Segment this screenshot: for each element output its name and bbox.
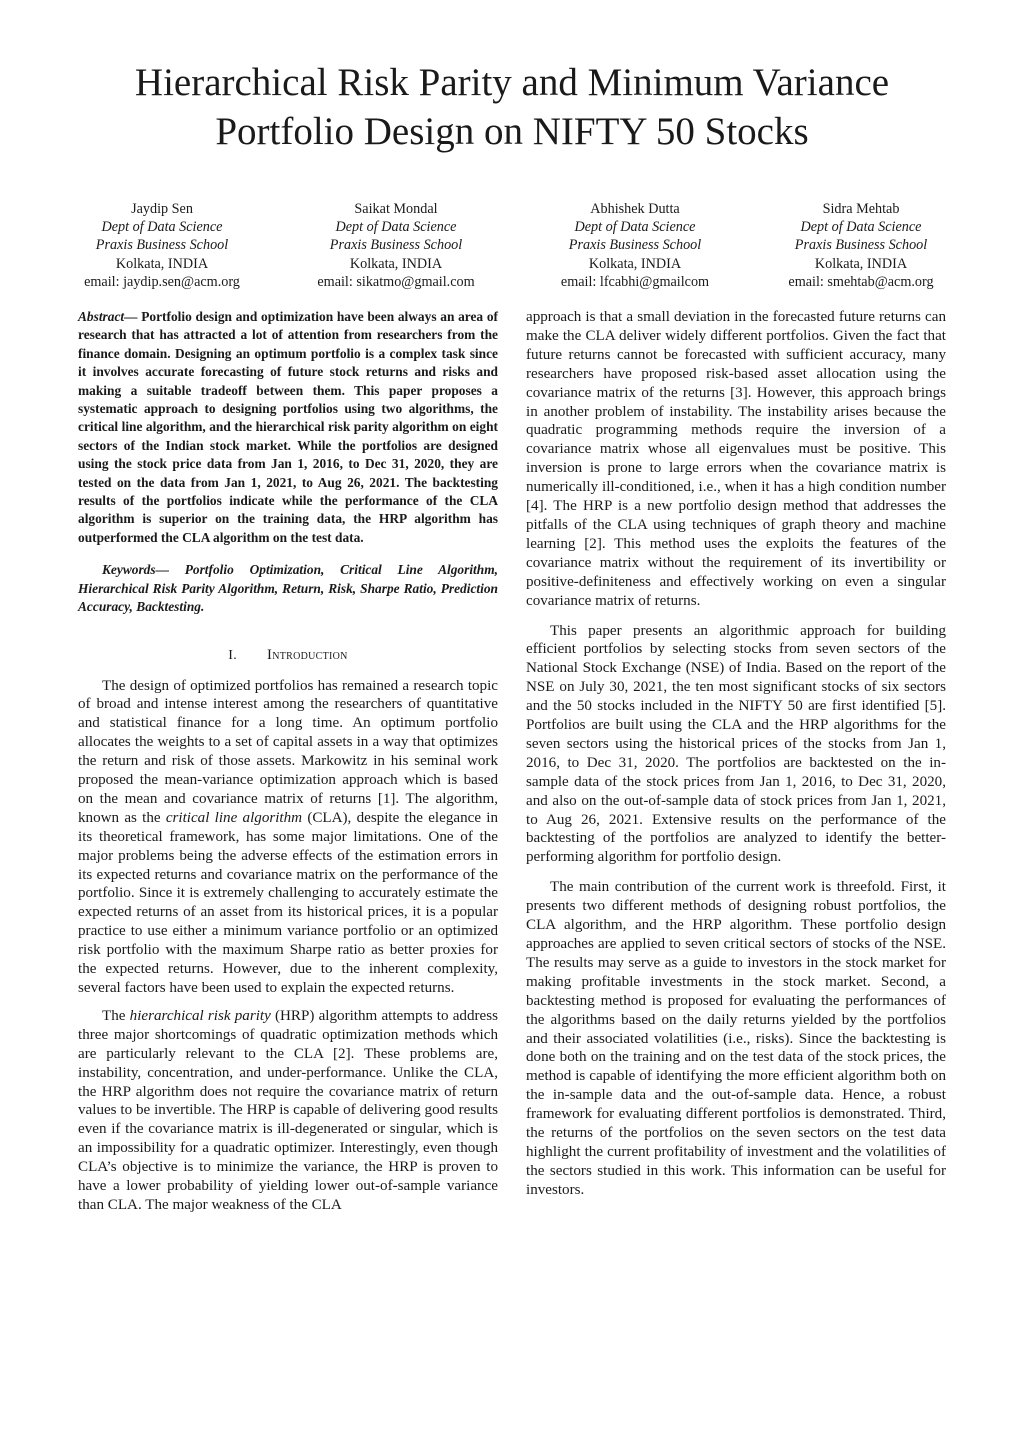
emphasis: hierarchical risk parity bbox=[129, 1007, 271, 1024]
author-location: Kolkata, INDIA bbox=[814, 255, 908, 272]
section-title: Introduction bbox=[267, 646, 348, 663]
left-column bbox=[78, 308, 498, 1224]
intro-paragraph-4: The main contribution of the current work is threefold. First, it presents two different methods of designing robust portfolios, the CLA algorithm, and the HRP algorithm. These portfolio design approaches are applied to seven critical sectors of stocks of the NSE. The results may serve as a guide to investors in the stock market for making profitable investments in the stock market. Second, a backtesting method is proposed for evaluating the performances of the algorithms based on the daily returns yielded by the portfolios and their associated volatilities (i.e., risks). Since the backtesting is done both on the training and on the test data of the stock prices, the method is capable of identifying the more efficient algorithm both on the in-sample data and the out-of-sample data. Hence, a robust framework for evaluating different portfolios is demonstrated. Third, the returns of the portfolios on the seven sectors on the test data highlight the current profitability of investment and the volatilities of the sectors studied in this work. This information can be useful for investors. bbox=[526, 879, 946, 1198]
abstract-text: Portfolio design and optimization have been always an area of research that has attracted a lot of attention from researchers from the finance domain. Designing an optimum portfolio is a complex task since it involves accurate forecasting of future stock returns and risks and making a suitable tradeoff between them. This paper proposes a systematic approach to designing portfolios using two algorithms, the critical line algorithm, and the hierarchical risk parity algorithm on eight sectors of the Indian stock market. While the portfolios are designed using the stock price data from Jan 1, 2016, to Dec 31, 2020, they are tested on the data from Jan 1, 2021, to Aug 26, 2021. The backtesting results of the portfolios indicate while the performance of the CLA algorithm is superior on the training data, the HRP algorithm has outperformed the CLA algorithm on the test data. bbox=[78, 309, 498, 545]
keywords-text: Portfolio Optimization, Critical Line Algorithm, Hierarchical Risk Parity Algorithm, Return, Risk, Sharpe Ratio, Prediction Accuracy, Backtesting. bbox=[78, 562, 498, 615]
author-school: Praxis Business School bbox=[568, 237, 702, 254]
author-email: email: smehtab@acm.org bbox=[788, 273, 934, 290]
keywords bbox=[78, 561, 498, 616]
author-school: Praxis Business School bbox=[329, 237, 463, 254]
author-name: Jaydip Sen bbox=[131, 201, 193, 217]
author-location: Kolkata, INDIA bbox=[349, 255, 443, 272]
author-dept: Dept of Data Science bbox=[800, 219, 922, 236]
title-line-2: Portfolio Design on NIFTY 50 Stocks bbox=[215, 110, 809, 153]
author-4 bbox=[751, 200, 971, 291]
abstract-label: Abstract— bbox=[78, 309, 138, 324]
text-run: The bbox=[102, 1007, 130, 1024]
right-column bbox=[526, 308, 946, 1209]
author-dept: Dept of Data Science bbox=[335, 219, 457, 236]
author-name: Abhishek Dutta bbox=[590, 201, 680, 217]
author-email: email: jaydip.sen@acm.org bbox=[84, 273, 240, 290]
author-name: Saikat Mondal bbox=[354, 201, 438, 217]
author-1 bbox=[52, 200, 272, 291]
intro-paragraph-2-continued: approach is that a small deviation in the forecasted future returns can make the CLA deliver widely different portfolios. Given the fact that future returns cannot be forecasted with sufficient accuracy, many researchers have proposed risk-based asset allocation using the covariance matrix of the returns [3]. However, this approach brings in another problem of instability. The instability arises because the quadratic programming methods require the inversion of a covariance matrix whose all eigenvalues must be positive. This inversion is prone to large errors when the covariance matrix is numerically ill-conditioned, i.e., when it has a high condition number [4]. The HRP is a new portfolio design method that addresses the pitfalls of the CLA using techniques of graph theory and machine learning [2]. This method uses the exploits the features of the covariance matrix without the requirement of its invertibility or positive-definiteness and effectively working on even a singular covariance matrix of returns. bbox=[526, 309, 946, 609]
author-dept: Dept of Data Science bbox=[574, 219, 696, 236]
author-dept: Dept of Data Science bbox=[101, 219, 223, 236]
author-block bbox=[0, 200, 1024, 295]
text-run: The design of optimized portfolios has remained a research topic of broad and intense interest among the researchers of quantitative and statistical finance for a long time. An optimum portfolio allocates the weights to a set of capital assets in a way that optimizes the return and risk of those assets. Markowitz in his seminal work proposed the mean-variance optimization approach which is based on the mean and covariance matrix of returns [1]. The algorithm, known as the bbox=[78, 677, 498, 826]
paper-title bbox=[60, 58, 964, 156]
keywords-label: Keywords— bbox=[102, 562, 169, 578]
author-school: Praxis Business School bbox=[95, 237, 229, 254]
intro-paragraph-1 bbox=[78, 677, 498, 998]
section-number: I. bbox=[228, 647, 238, 663]
text-run: (HRP) algorithm attempts to address three major shortcomings of quadratic optimization methods which are particularly relevant to the CLA [2]. These problems are, instability, concentration, and under-performance. Unlike the CLA, the HRP algorithm does not require the covariance matrix of return values to be invertible. The HRP is capable of delivering good results even if the covariance matrix is ill-degenerated or singular, which is an impossibility for a quadratic optimizer. Interestingly, even though CLA’s objective is to minimize the variance, the HRP is proven to have a lower probability of yielding lower out-of-sample variance than CLA. The major weakness of the CLA bbox=[78, 1007, 498, 1213]
author-location: Kolkata, INDIA bbox=[115, 255, 209, 272]
title-line-1: Hierarchical Risk Parity and Minimum Variance bbox=[134, 61, 890, 104]
section-heading-introduction bbox=[78, 646, 498, 665]
author-2 bbox=[286, 200, 506, 291]
author-3 bbox=[525, 200, 745, 291]
author-location: Kolkata, INDIA bbox=[588, 255, 682, 272]
abstract bbox=[78, 308, 498, 547]
emphasis: critical line algorithm bbox=[165, 809, 303, 826]
intro-paragraph-2 bbox=[78, 1007, 498, 1215]
author-name: Sidra Mehtab bbox=[822, 201, 900, 217]
author-email: email: lfcabhi@gmailcom bbox=[560, 273, 710, 290]
author-school: Praxis Business School bbox=[794, 237, 928, 254]
intro-paragraph-3: This paper presents an algorithmic approach for building efficient portfolios by selecting stocks from seven sectors of the National Stock Exchange (NSE) of India. Based on the report of the NSE on July 30, 2021, the ten most significant stocks of six sectors and the 50 stocks included in the NIFTY 50 are first identified [5]. Portfolios are built using the CLA and the HRP algorithms for the seven sectors using the historical prices of the stocks from Jan 1, 2016, to Dec 31, 2020. The portfolios are backtested on the in-sample data of the stock prices from Jan 1, 2016, to Dec 31, 2020, and also on the out-of-sample data of stock prices from Jan 1, 2021, to Aug 26, 2021. Extensive results on the performance of the backtesting of the portfolios are analyzed to identify the better-performing algorithm for portfolio design. bbox=[526, 622, 946, 866]
text-run: (CLA), despite the elegance in its theoretical framework, has some major limitations. One of the major problems being the adverse effects of the estimation errors in its expected returns and covariance matrix on the performance of the portfolio. Since it is extremely challenging to accurately estimate the expected returns of an asset from its historical prices, it is a popular practice to use either a minimum variance portfolio or an optimized risk portfolio with the maximum Sharpe ratio as better proxies for the expected returns. However, due to the inherent complexity, several factors have been used to explain the expected returns. bbox=[78, 809, 498, 996]
author-email: email: sikatmo@gmail.com bbox=[317, 273, 475, 290]
